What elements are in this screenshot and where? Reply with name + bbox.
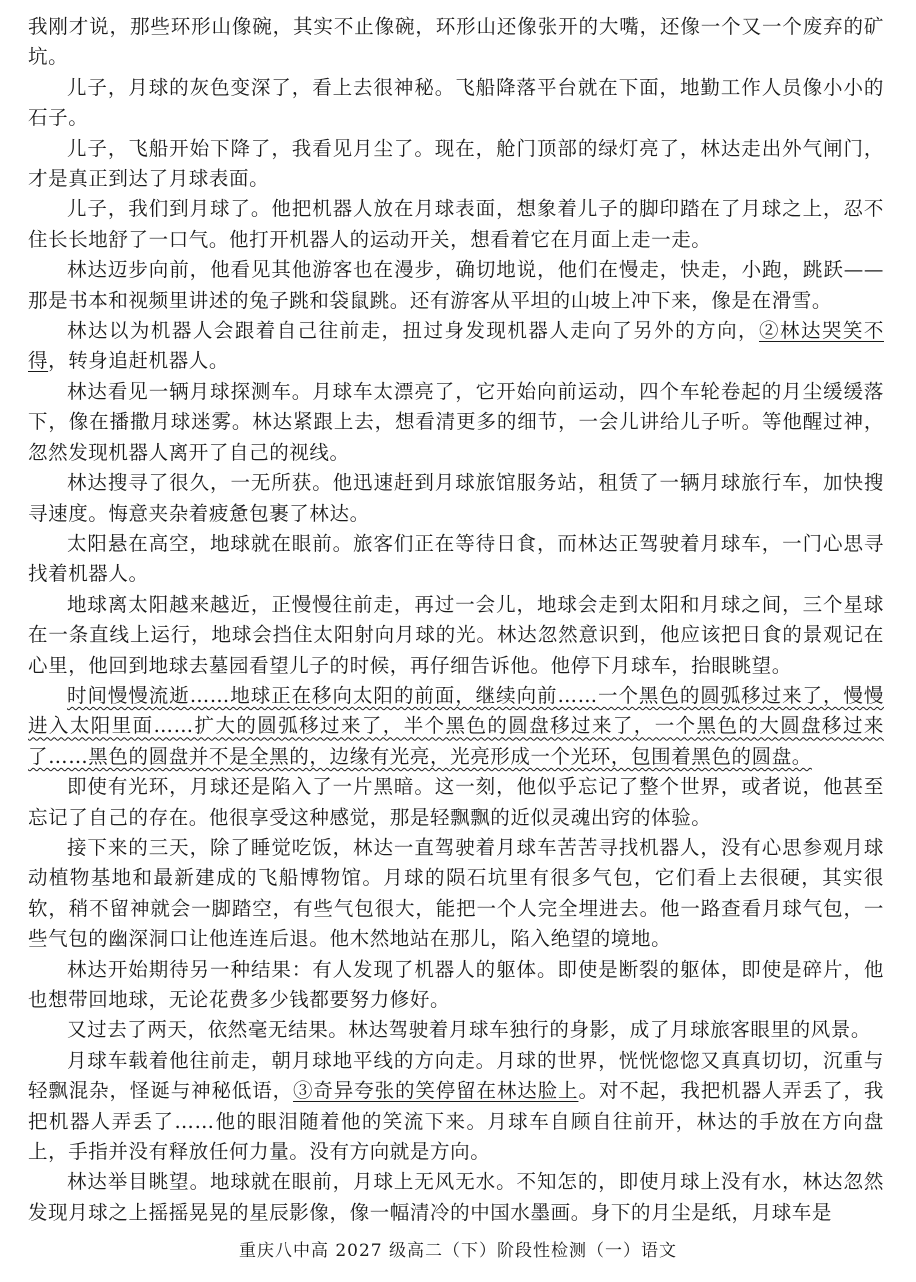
text-run: 又过去了两天，依然毫无结果。林达驾驶着月球车独行的身影，成了月球旅客眼里的风景。 xyxy=(67,1018,872,1042)
passage-paragraph xyxy=(28,1167,884,1228)
passage-paragraph xyxy=(28,255,884,316)
text-run: 太阳悬在高空，地球就在眼前。旅客们正在等待日食，而林达正驾驶着月球车，一门心思寻找着机器人。 xyxy=(28,531,884,586)
text-run: 。对不起，我把机器人弄丢了，我把机器人弄丢了……他的眼泪随着他的笑流下来。月球车自顾自往前开，林达的手放在方向盘上，手指并没有释放任何力量。没有方向就是方向。 xyxy=(28,1079,884,1164)
passage-paragraph xyxy=(28,194,884,255)
text-run: 林达开始期待另一种结果：有人发现了机器人的躯体。即使是断裂的躯体，即使是碎片，他也想带回地球，无论花费多少钱都要努力修好。 xyxy=(28,957,884,1011)
passage-paragraph xyxy=(28,681,884,772)
text-run: ，转身追赶机器人。 xyxy=(48,349,230,373)
text-run: 我刚才说，那些环形山像碗，其实不止像碗，环形山还像张开的大嘴，还像一个又一个废弃的矿坑。 xyxy=(28,15,884,69)
text-run: 林达举目眺望。地球就在眼前，月球上无风无水。不知怎的，即使月球上没有水，林达忽然发现月球之上摇摇晃晃的星辰影像，像一幅清冷的中国水墨画。身下的月尘是纸，月球车是 xyxy=(28,1170,884,1224)
passage-paragraph xyxy=(28,1046,884,1168)
underlined-phrase: ②林达哭笑不得 xyxy=(28,319,884,373)
passage-paragraph xyxy=(28,772,884,833)
text-run: 地球离太阳越来越近，正慢慢往前走，再过一会儿，地球会走到太阳和月球之间，三个星球在一条直线上运行，地球会挡住太阳射向月球的光。林达忽然意识到，他应该把日食的景观记在心里，他回到地球去墓园看望儿子的时候，再仔细告诉他。他停下月球车，抬眼眺望。 xyxy=(28,592,884,677)
passage-paragraph xyxy=(28,529,884,590)
page-footer: 重庆八中高 2027 级高二（下）阶段性检测（一）语文 xyxy=(238,1241,678,1261)
text-run: 儿子，月球的灰色变深了，看上去很神秘。飞船降落平台就在下面，地勤工作人员像小小的石子。 xyxy=(28,75,884,130)
text-run: 儿子，飞船开始下降了，我看见月尘了。现在，舱门顶部的绿灯亮了，林达走出外气闸门，才是真正到达了月球表面。 xyxy=(28,136,884,191)
text-run: 月球车载着他往前走，朝月球地平线的方向走。月球的世界，恍恍惚惚又真真切切，沉重与轻飘混杂，怪诞与神秘低语， xyxy=(28,1048,884,1103)
wavy-underlined-passage: 时间慢慢流逝……地球正在移向太阳的前面，继续向前……一个黑色的圆弧移过来了，慢慢进入太阳里面……扩大的圆弧移过来了，半个黑色的圆盘移过来了，一个黑色的大圆盘移过来了……黑色的圆盘并不是全黑的，边缘有光亮，光亮形成一个光环，包围着黑色的圆盘。 xyxy=(28,683,884,768)
text-run: 林达以为机器人会跟着自己往前走，扭过身发现机器人走向了另外的方向， xyxy=(67,319,760,343)
passage-paragraph xyxy=(28,12,884,73)
passage-paragraph xyxy=(28,73,884,134)
passage-paragraph xyxy=(28,955,884,1016)
passage-paragraph xyxy=(28,1015,884,1045)
passage-paragraph xyxy=(28,316,884,377)
underlined-phrase: ③奇异夸张的笑停留在林达脸上 xyxy=(293,1079,579,1103)
text-run: 林达搜寻了很久，一无所获。他迅速赶到月球旅馆服务站，租赁了一辆月球旅行车，加快搜寻速度。悔意夹杂着疲惫包裹了林达。 xyxy=(28,471,884,525)
passage-paragraph xyxy=(28,134,884,195)
text-run: 林达迈步向前，他看见其他游客也在漫步，确切地说，他们在慢走，快走，小跑，跳跃——那是书本和视频里讲述的兔子跳和袋鼠跳。还有游客从平坦的山坡上冲下来，像是在滑雪。 xyxy=(28,258,884,312)
passage-paragraph xyxy=(28,590,884,681)
passage-body xyxy=(28,12,884,1228)
text-run: 即使有光环，月球还是陷入了一片黑暗。这一刻，他似乎忘记了整个世界，或者说，他甚至忘记了自己的存在。他很享受这种感觉，那是轻飘飘的近似灵魂出窍的体验。 xyxy=(28,775,884,829)
passage-paragraph xyxy=(28,468,884,529)
passage-paragraph xyxy=(28,377,884,468)
passage-paragraph xyxy=(28,833,884,955)
text-run: 接下来的三天，除了睡觉吃饭，林达一直驾驶着月球车苦苦寻找机器人，没有心思参观月球动植物基地和最新建成的飞船博物馆。月球的陨石坑里有很多气包，它们看上去很硬，其实很软，稍不留神就会一脚踏空，有些气包很大，能把一个人完全埋进去。他一路查看月球气包，一些气包的幽深洞口让他连连后退。他木然地站在那儿，陷入绝望的境地。 xyxy=(28,835,884,951)
text-run: 林达看见一辆月球探测车。月球车太漂亮了，它开始向前运动，四个车轮卷起的月尘缓缓落下，像在播撒月球迷雾。林达紧跟上去，想看清更多的细节，一会儿讲给儿子听。等他醒过神，忽然发现机器人离开了自己的视线。 xyxy=(28,379,884,464)
text-run: 儿子，我们到月球了。他把机器人放在月球表面，想象着儿子的脚印踏在了月球之上，忍不住长长地舒了一口气。他打开机器人的运动开关，想看着它在月面上走一走。 xyxy=(28,197,884,251)
